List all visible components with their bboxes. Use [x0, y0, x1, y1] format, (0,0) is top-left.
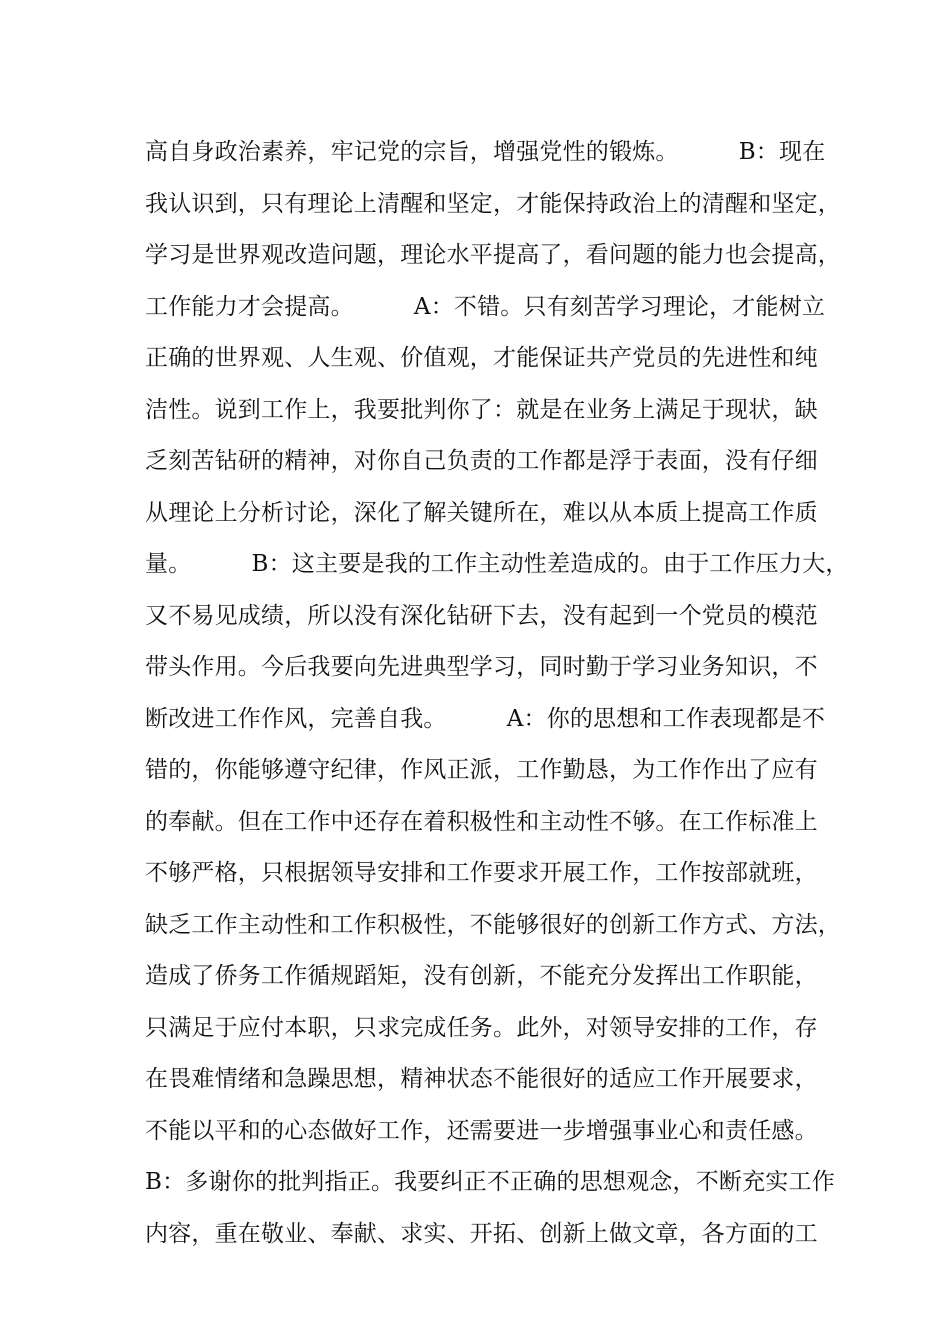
text-line: 工作能力才会提高。 A：不错。只有刻苦学习理论，才能树立: [145, 293, 826, 320]
text-line: 我认识到，只有理论上清醒和坚定，才能保持政治上的清醒和坚定，: [145, 190, 841, 217]
text-line: 在畏难情绪和急躁思想，精神状态不能很好的适应工作开展要求，: [145, 1066, 818, 1092]
text-line: 带头作用。今后我要向先进典型学习，同时勤于学习业务知识，不: [145, 654, 818, 680]
text-line: 不能以平和的心态做好工作，还需要进一步增强事业心和责任感。: [145, 1117, 818, 1144]
text-line: 量。 B：这主要是我的工作主动性差造成的。由于工作压力大，: [145, 551, 849, 577]
text-line: 造成了侨务工作循规蹈矩，没有创新，不能充分发挥出工作职能，: [145, 963, 818, 989]
text-line: 又不易见成绩，所以没有深化钻研下去，没有起到一个党员的模范: [145, 602, 818, 629]
text-line: 学习是世界观改造问题，理论水平提高了，看问题的能力也会提高，: [145, 242, 841, 268]
text-line: 断改进工作作风，完善自我。 A：你的思想和工作表现都是不: [145, 705, 826, 732]
text-line: 正确的世界观、人生观、价值观，才能保证共产党员的先进性和纯: [145, 345, 818, 371]
text-line: 高自身政治素养，牢记党的宗旨，增强党性的锻炼。 B：现在: [145, 139, 826, 165]
text-line: 乏刻苦钻研的精神，对你自己负责的工作都是浮于表面，没有仔细: [145, 448, 818, 474]
text-line: 洁性。说到工作上，我要批判你了：就是在业务上满足于现状，缺: [145, 396, 818, 423]
text-line: 从理论上分析讨论，深化了解关键所在，难以从本质上提高工作质: [145, 499, 818, 526]
text-line: 内容，重在敬业、奉献、求实、开拓、创新上做文章，各方面的工: [145, 1220, 818, 1247]
text-line: 不够严格，只根据领导安排和工作要求开展工作，工作按部就班，: [145, 860, 818, 886]
text-line: 的奉献。但在工作中还存在着积极性和主动性不够。在工作标准上: [145, 808, 818, 835]
text-line: B：多谢你的批判指正。我要纠正不正确的思想观念，不断充实工作: [145, 1169, 835, 1195]
text-line: 错的，你能够遵守纪律，作风正派，工作勤恳，为工作作出了应有: [145, 757, 818, 783]
body-text: [145, 132, 849, 1265]
text-line: 只满足于应付本职，只求完成任务。此外，对领导安排的工作，存: [145, 1014, 818, 1041]
text-line: 缺乏工作主动性和工作积极性，不能够很好的创新工作方式、方法，: [145, 911, 841, 938]
